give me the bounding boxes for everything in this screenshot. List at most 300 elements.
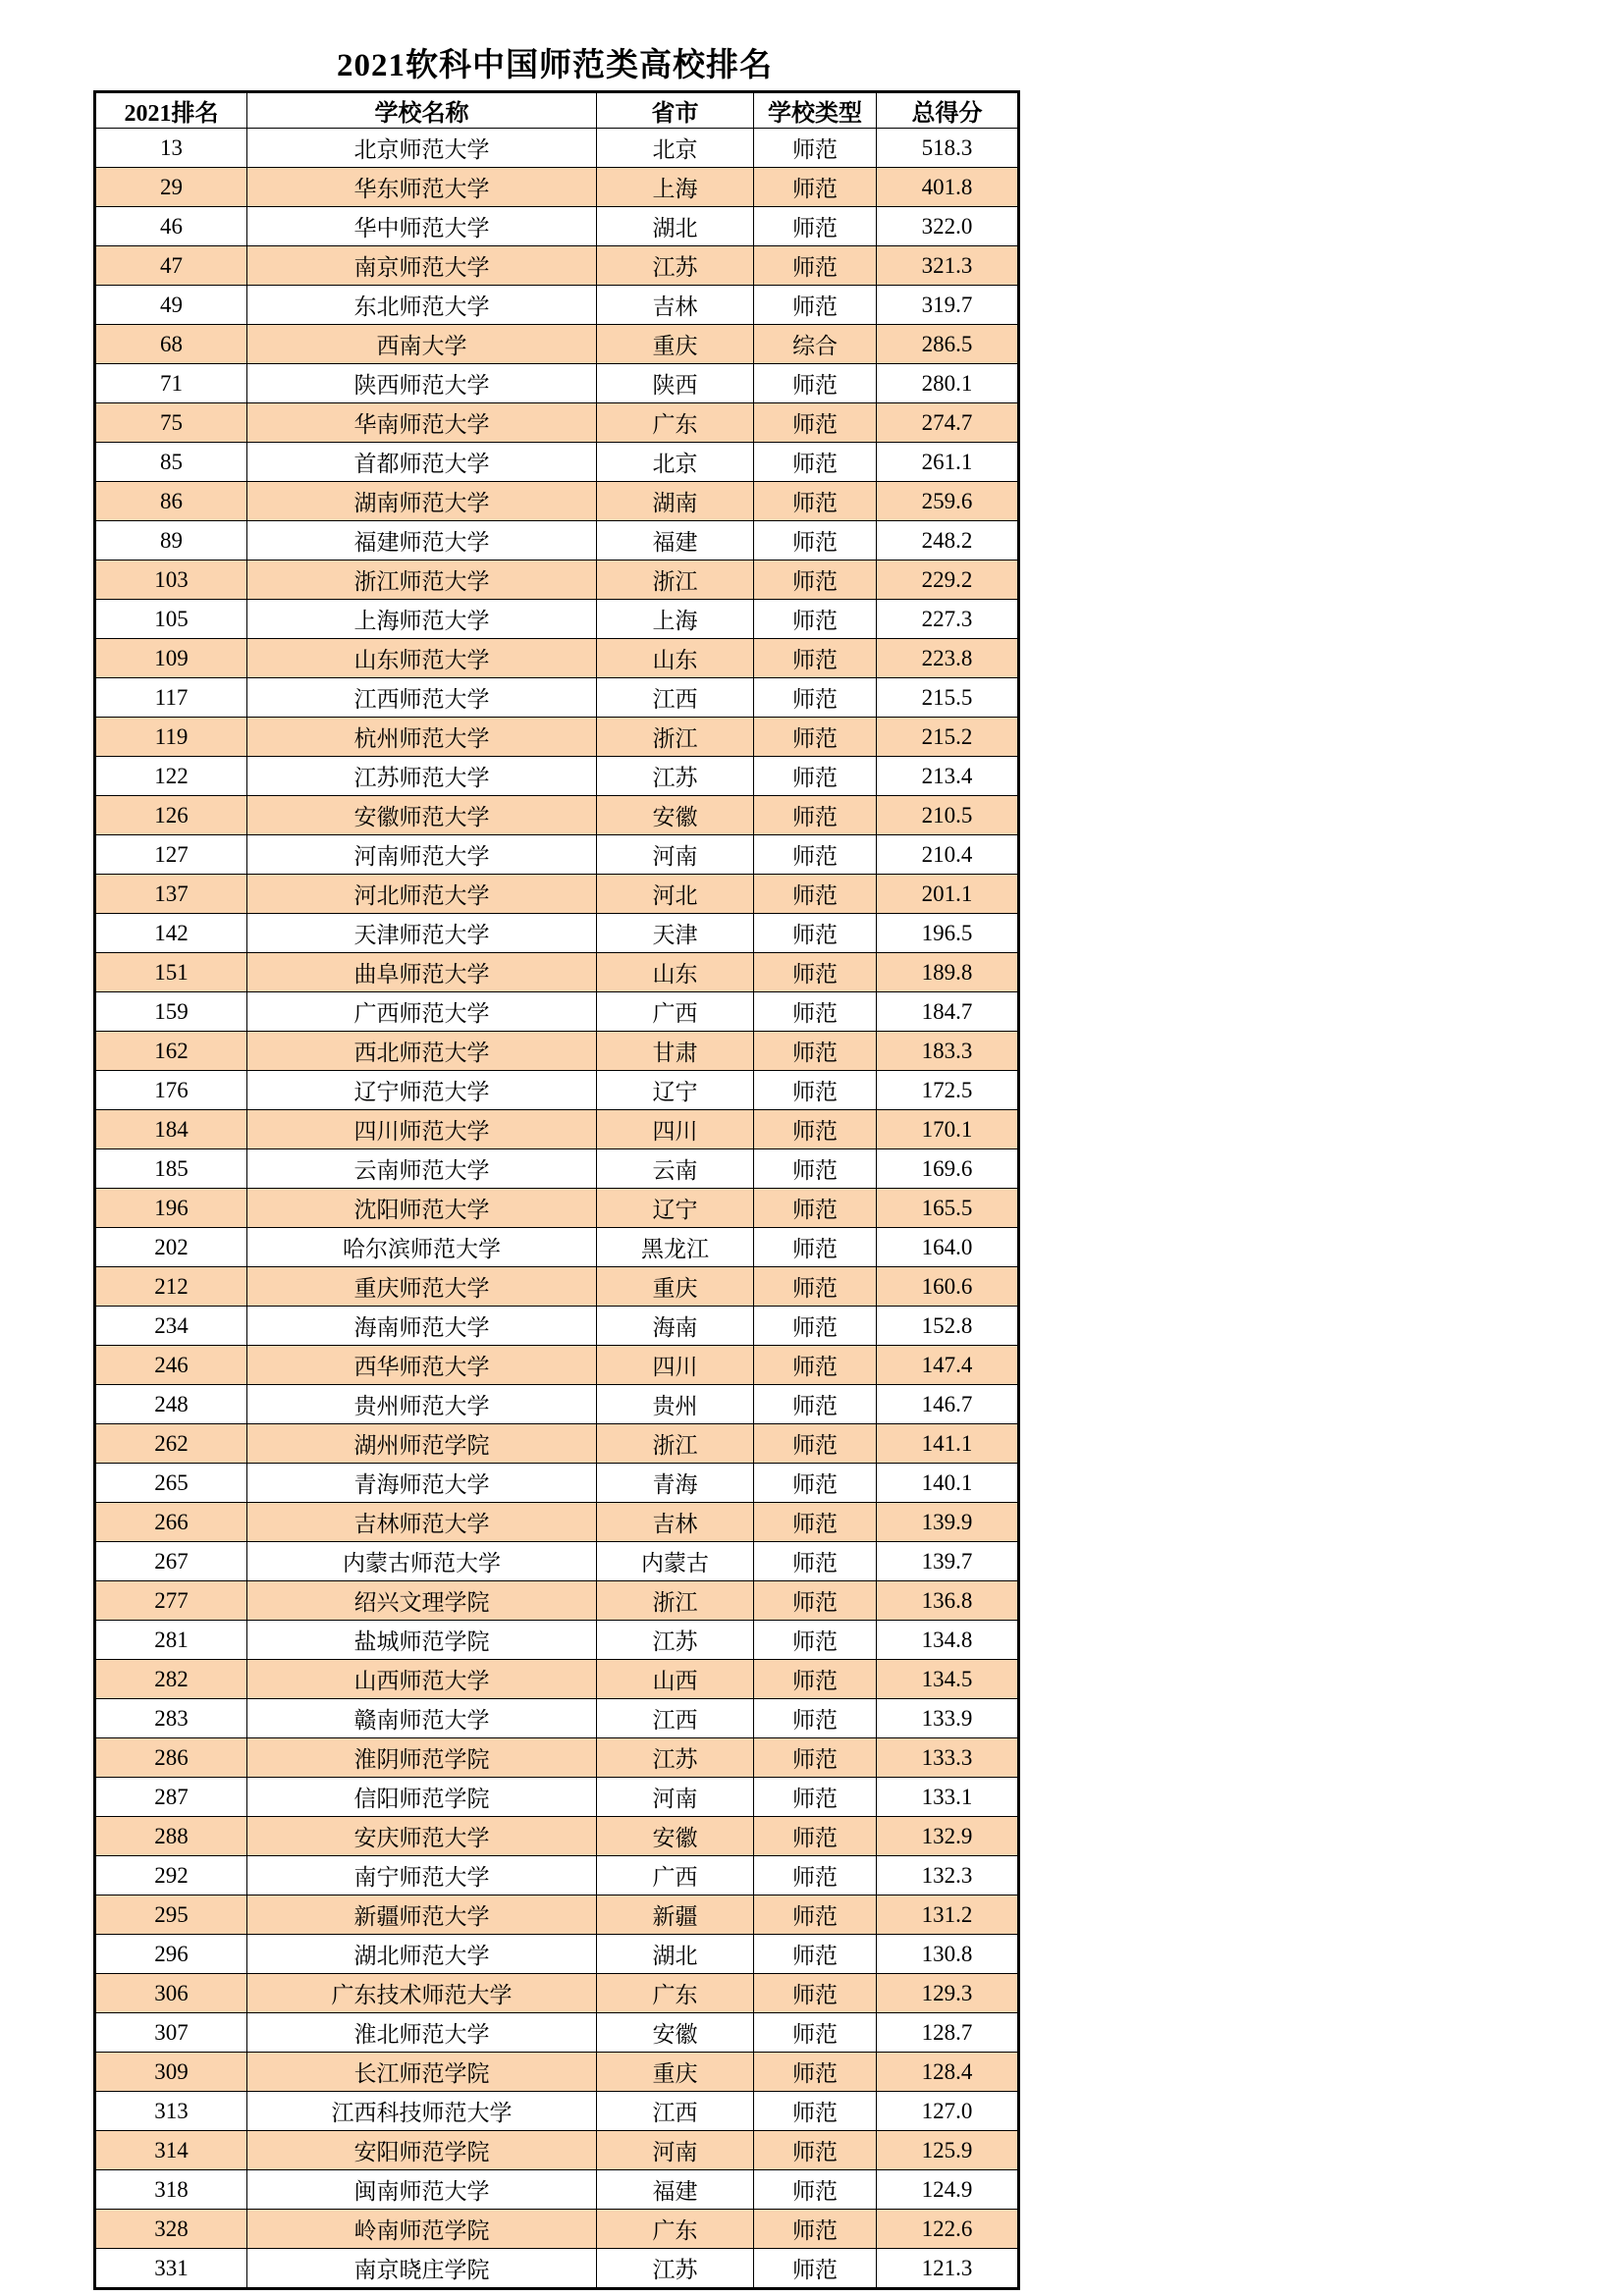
score-cell: 160.6 (877, 1267, 1019, 1307)
rank-cell: 127 (95, 835, 247, 875)
school-name-cell: 贵州师范大学 (247, 1385, 597, 1424)
score-cell: 147.4 (877, 1346, 1019, 1385)
school-type-cell: 师范 (754, 2131, 877, 2170)
header-cell: 学校名称 (247, 92, 597, 129)
province-cell: 江苏 (597, 246, 754, 286)
score-cell: 322.0 (877, 207, 1019, 246)
score-cell: 215.2 (877, 718, 1019, 757)
table-row (95, 914, 1019, 953)
table-row (95, 1935, 1019, 1974)
school-type-cell: 师范 (754, 1778, 877, 1817)
province-cell: 湖北 (597, 1935, 754, 1974)
school-name-cell: 绍兴文理学院 (247, 1581, 597, 1621)
school-name-cell: 浙江师范大学 (247, 561, 597, 600)
table-row (95, 1699, 1019, 1738)
province-cell: 甘肃 (597, 1032, 754, 1071)
school-name-cell: 闽南师范大学 (247, 2170, 597, 2210)
score-cell: 139.9 (877, 1503, 1019, 1542)
rank-cell: 288 (95, 1817, 247, 1856)
school-name-cell: 西南大学 (247, 325, 597, 364)
school-type-cell: 师范 (754, 757, 877, 796)
province-cell: 浙江 (597, 1581, 754, 1621)
table-row (95, 561, 1019, 600)
score-cell: 136.8 (877, 1581, 1019, 1621)
rank-cell: 281 (95, 1621, 247, 1660)
score-cell: 286.5 (877, 325, 1019, 364)
score-cell: 169.6 (877, 1149, 1019, 1189)
school-type-cell: 师范 (754, 1817, 877, 1856)
table-row (95, 129, 1019, 168)
score-cell: 172.5 (877, 1071, 1019, 1110)
table-row (95, 639, 1019, 678)
province-cell: 重庆 (597, 325, 754, 364)
school-type-cell: 师范 (754, 2249, 877, 2289)
table-row (95, 1974, 1019, 2013)
rank-cell: 306 (95, 1974, 247, 2013)
school-type-cell: 师范 (754, 1464, 877, 1503)
table-row (95, 757, 1019, 796)
school-name-cell: 首都师范大学 (247, 443, 597, 482)
school-type-cell: 师范 (754, 1699, 877, 1738)
rank-cell: 185 (95, 1149, 247, 1189)
school-name-cell: 河南师范大学 (247, 835, 597, 875)
school-name-cell: 吉林师范大学 (247, 1503, 597, 1542)
score-cell: 140.1 (877, 1464, 1019, 1503)
table-row (95, 1542, 1019, 1581)
score-cell: 128.4 (877, 2053, 1019, 2092)
rank-cell: 212 (95, 1267, 247, 1307)
school-name-cell: 沈阳师范大学 (247, 1189, 597, 1228)
province-cell: 上海 (597, 168, 754, 207)
score-cell: 321.3 (877, 246, 1019, 286)
school-type-cell: 师范 (754, 207, 877, 246)
rank-cell: 267 (95, 1542, 247, 1581)
province-cell: 河南 (597, 835, 754, 875)
rank-cell: 137 (95, 875, 247, 914)
school-type-cell: 师范 (754, 1149, 877, 1189)
school-name-cell: 南京晓庄学院 (247, 2249, 597, 2289)
table-row (95, 1738, 1019, 1778)
province-cell: 内蒙古 (597, 1542, 754, 1581)
rank-cell: 286 (95, 1738, 247, 1778)
rank-cell: 313 (95, 2092, 247, 2131)
province-cell: 浙江 (597, 718, 754, 757)
province-cell: 北京 (597, 129, 754, 168)
score-cell: 280.1 (877, 364, 1019, 403)
table-row (95, 1817, 1019, 1856)
score-cell: 134.8 (877, 1621, 1019, 1660)
school-name-cell: 湖州师范学院 (247, 1424, 597, 1464)
school-type-cell: 师范 (754, 639, 877, 678)
table-row (95, 600, 1019, 639)
rank-cell: 46 (95, 207, 247, 246)
province-cell: 福建 (597, 521, 754, 561)
province-cell: 浙江 (597, 1424, 754, 1464)
score-cell: 133.1 (877, 1778, 1019, 1817)
school-type-cell: 师范 (754, 1228, 877, 1267)
school-name-cell: 海南师范大学 (247, 1307, 597, 1346)
school-name-cell: 山西师范大学 (247, 1660, 597, 1699)
school-type-cell: 师范 (754, 2092, 877, 2131)
score-cell: 229.2 (877, 561, 1019, 600)
table-row (95, 1856, 1019, 1896)
province-cell: 贵州 (597, 1385, 754, 1424)
school-name-cell: 南宁师范大学 (247, 1856, 597, 1896)
school-type-cell: 师范 (754, 1189, 877, 1228)
table-row (95, 2092, 1019, 2131)
school-name-cell: 淮阴师范学院 (247, 1738, 597, 1778)
rank-cell: 331 (95, 2249, 247, 2289)
table-row (95, 403, 1019, 443)
score-cell: 261.1 (877, 443, 1019, 482)
rank-cell: 184 (95, 1110, 247, 1149)
table-row (95, 1032, 1019, 1071)
table-row (95, 2170, 1019, 2210)
header-cell: 学校类型 (754, 92, 877, 129)
rank-cell: 328 (95, 2210, 247, 2249)
table-row (95, 1503, 1019, 1542)
score-cell: 170.1 (877, 1110, 1019, 1149)
rank-cell: 119 (95, 718, 247, 757)
score-cell: 196.5 (877, 914, 1019, 953)
table-row (95, 325, 1019, 364)
score-cell: 210.4 (877, 835, 1019, 875)
rank-cell: 105 (95, 600, 247, 639)
province-cell: 河南 (597, 1778, 754, 1817)
school-type-cell: 师范 (754, 600, 877, 639)
school-type-cell: 师范 (754, 2170, 877, 2210)
province-cell: 江苏 (597, 757, 754, 796)
school-name-cell: 东北师范大学 (247, 286, 597, 325)
rank-cell: 126 (95, 796, 247, 835)
school-name-cell: 江西师范大学 (247, 678, 597, 718)
score-cell: 248.2 (877, 521, 1019, 561)
rank-cell: 277 (95, 1581, 247, 1621)
table-row (95, 718, 1019, 757)
province-cell: 江西 (597, 2092, 754, 2131)
table-row (95, 443, 1019, 482)
school-type-cell: 师范 (754, 2013, 877, 2053)
score-cell: 152.8 (877, 1307, 1019, 1346)
school-type-cell: 师范 (754, 1346, 877, 1385)
rank-cell: 296 (95, 1935, 247, 1974)
province-cell: 上海 (597, 600, 754, 639)
school-type-cell: 师范 (754, 1896, 877, 1935)
school-type-cell: 师范 (754, 1307, 877, 1346)
province-cell: 四川 (597, 1346, 754, 1385)
table-row (95, 835, 1019, 875)
table-row (95, 1071, 1019, 1110)
school-type-cell: 师范 (754, 875, 877, 914)
score-cell: 124.9 (877, 2170, 1019, 2210)
school-name-cell: 新疆师范大学 (247, 1896, 597, 1935)
rank-cell: 234 (95, 1307, 247, 1346)
score-cell: 121.3 (877, 2249, 1019, 2289)
table-row (95, 482, 1019, 521)
school-type-cell: 师范 (754, 521, 877, 561)
school-name-cell: 安庆师范大学 (247, 1817, 597, 1856)
rank-cell: 248 (95, 1385, 247, 1424)
rank-cell: 89 (95, 521, 247, 561)
rank-cell: 49 (95, 286, 247, 325)
rank-cell: 202 (95, 1228, 247, 1267)
header-cell: 省市 (597, 92, 754, 129)
province-cell: 河北 (597, 875, 754, 914)
table-row (95, 364, 1019, 403)
rank-cell: 103 (95, 561, 247, 600)
school-name-cell: 杭州师范大学 (247, 718, 597, 757)
school-type-cell: 师范 (754, 246, 877, 286)
rank-cell: 196 (95, 1189, 247, 1228)
rank-cell: 71 (95, 364, 247, 403)
table-row (95, 953, 1019, 992)
school-type-cell: 师范 (754, 1738, 877, 1778)
score-cell: 164.0 (877, 1228, 1019, 1267)
school-type-cell: 师范 (754, 1424, 877, 1464)
rank-cell: 117 (95, 678, 247, 718)
school-type-cell: 师范 (754, 1071, 877, 1110)
province-cell: 云南 (597, 1149, 754, 1189)
table-row (95, 1189, 1019, 1228)
score-cell: 122.6 (877, 2210, 1019, 2249)
province-cell: 山西 (597, 1660, 754, 1699)
table-row (95, 2210, 1019, 2249)
score-cell: 139.7 (877, 1542, 1019, 1581)
score-cell: 184.7 (877, 992, 1019, 1032)
score-cell: 133.3 (877, 1738, 1019, 1778)
score-cell: 129.3 (877, 1974, 1019, 2013)
rank-cell: 292 (95, 1856, 247, 1896)
ranking-table (93, 90, 1020, 2290)
school-type-cell: 师范 (754, 2210, 877, 2249)
school-name-cell: 华中师范大学 (247, 207, 597, 246)
table-body (95, 129, 1019, 2289)
rank-cell: 85 (95, 443, 247, 482)
school-name-cell: 福建师范大学 (247, 521, 597, 561)
score-cell: 128.7 (877, 2013, 1019, 2053)
rank-cell: 283 (95, 1699, 247, 1738)
school-type-cell: 师范 (754, 403, 877, 443)
score-cell: 183.3 (877, 1032, 1019, 1071)
table-row (95, 1346, 1019, 1385)
school-name-cell: 西华师范大学 (247, 1346, 597, 1385)
rank-cell: 318 (95, 2170, 247, 2210)
school-type-cell: 师范 (754, 443, 877, 482)
table-row (95, 1110, 1019, 1149)
province-cell: 安徽 (597, 2013, 754, 2053)
school-name-cell: 江苏师范大学 (247, 757, 597, 796)
school-name-cell: 天津师范大学 (247, 914, 597, 953)
school-name-cell: 重庆师范大学 (247, 1267, 597, 1307)
rank-cell: 109 (95, 639, 247, 678)
school-name-cell: 湖南师范大学 (247, 482, 597, 521)
score-cell: 133.9 (877, 1699, 1019, 1738)
header-cell: 2021排名 (95, 92, 247, 129)
province-cell: 四川 (597, 1110, 754, 1149)
province-cell: 浙江 (597, 561, 754, 600)
school-type-cell: 综合 (754, 325, 877, 364)
school-type-cell: 师范 (754, 718, 877, 757)
rank-cell: 86 (95, 482, 247, 521)
score-cell: 189.8 (877, 953, 1019, 992)
score-cell: 132.3 (877, 1856, 1019, 1896)
school-type-cell: 师范 (754, 168, 877, 207)
score-cell: 227.3 (877, 600, 1019, 639)
table-row (95, 1778, 1019, 1817)
score-cell: 319.7 (877, 286, 1019, 325)
score-cell: 134.5 (877, 1660, 1019, 1699)
school-type-cell: 师范 (754, 1032, 877, 1071)
school-type-cell: 师范 (754, 364, 877, 403)
table-row (95, 1385, 1019, 1424)
table-row (95, 286, 1019, 325)
score-cell: 215.5 (877, 678, 1019, 718)
school-type-cell: 师范 (754, 1542, 877, 1581)
score-cell: 401.8 (877, 168, 1019, 207)
score-cell: 141.1 (877, 1424, 1019, 1464)
table-row (95, 875, 1019, 914)
table-row (95, 678, 1019, 718)
province-cell: 陕西 (597, 364, 754, 403)
table-row (95, 2249, 1019, 2289)
school-type-cell: 师范 (754, 1581, 877, 1621)
school-name-cell: 内蒙古师范大学 (247, 1542, 597, 1581)
school-name-cell: 信阳师范学院 (247, 1778, 597, 1817)
table-row (95, 1228, 1019, 1267)
school-name-cell: 安阳师范学院 (247, 2131, 597, 2170)
school-type-cell: 师范 (754, 129, 877, 168)
rank-cell: 307 (95, 2013, 247, 2053)
table-row (95, 1307, 1019, 1346)
school-name-cell: 江西科技师范大学 (247, 2092, 597, 2131)
province-cell: 江苏 (597, 2249, 754, 2289)
school-type-cell: 师范 (754, 953, 877, 992)
province-cell: 湖南 (597, 482, 754, 521)
school-name-cell: 青海师范大学 (247, 1464, 597, 1503)
province-cell: 广东 (597, 2210, 754, 2249)
table-row (95, 1424, 1019, 1464)
header-row (95, 92, 1019, 129)
score-cell: 131.2 (877, 1896, 1019, 1935)
school-type-cell: 师范 (754, 992, 877, 1032)
school-type-cell: 师范 (754, 1267, 877, 1307)
table-row (95, 1267, 1019, 1307)
school-type-cell: 师范 (754, 561, 877, 600)
page-title: 2021软科中国师范类高校排名 (337, 48, 773, 83)
province-cell: 天津 (597, 914, 754, 953)
province-cell: 湖北 (597, 207, 754, 246)
province-cell: 吉林 (597, 1503, 754, 1542)
province-cell: 辽宁 (597, 1189, 754, 1228)
province-cell: 海南 (597, 1307, 754, 1346)
score-cell: 223.8 (877, 639, 1019, 678)
province-cell: 黑龙江 (597, 1228, 754, 1267)
school-name-cell: 河北师范大学 (247, 875, 597, 914)
score-cell: 165.5 (877, 1189, 1019, 1228)
province-cell: 江西 (597, 1699, 754, 1738)
school-name-cell: 曲阜师范大学 (247, 953, 597, 992)
school-type-cell: 师范 (754, 1621, 877, 1660)
school-name-cell: 长江师范学院 (247, 2053, 597, 2092)
table-row (95, 207, 1019, 246)
rank-cell: 29 (95, 168, 247, 207)
table-header (95, 92, 1019, 129)
header-cell: 总得分 (877, 92, 1019, 129)
school-type-cell: 师范 (754, 678, 877, 718)
rank-cell: 151 (95, 953, 247, 992)
rank-cell: 68 (95, 325, 247, 364)
school-name-cell: 盐城师范学院 (247, 1621, 597, 1660)
school-type-cell: 师范 (754, 835, 877, 875)
province-cell: 广西 (597, 1856, 754, 1896)
score-cell: 132.9 (877, 1817, 1019, 1856)
rank-cell: 75 (95, 403, 247, 443)
school-type-cell: 师范 (754, 1974, 877, 2013)
table-row (95, 1581, 1019, 1621)
school-name-cell: 南京师范大学 (247, 246, 597, 286)
rank-cell: 309 (95, 2053, 247, 2092)
province-cell: 广西 (597, 992, 754, 1032)
rank-cell: 162 (95, 1032, 247, 1071)
school-name-cell: 广东技术师范大学 (247, 1974, 597, 2013)
school-name-cell: 岭南师范学院 (247, 2210, 597, 2249)
province-cell: 重庆 (597, 1267, 754, 1307)
province-cell: 吉林 (597, 286, 754, 325)
table-row (95, 796, 1019, 835)
school-type-cell: 师范 (754, 482, 877, 521)
school-name-cell: 华东师范大学 (247, 168, 597, 207)
rank-cell: 142 (95, 914, 247, 953)
school-name-cell: 淮北师范大学 (247, 2013, 597, 2053)
score-cell: 213.4 (877, 757, 1019, 796)
province-cell: 广东 (597, 403, 754, 443)
school-type-cell: 师范 (754, 1110, 877, 1149)
province-cell: 辽宁 (597, 1071, 754, 1110)
table-row (95, 2131, 1019, 2170)
table-row (95, 2053, 1019, 2092)
school-type-cell: 师范 (754, 1935, 877, 1974)
table-row (95, 2013, 1019, 2053)
table-row (95, 1464, 1019, 1503)
school-name-cell: 云南师范大学 (247, 1149, 597, 1189)
province-cell: 广东 (597, 1974, 754, 2013)
score-cell: 274.7 (877, 403, 1019, 443)
province-cell: 安徽 (597, 1817, 754, 1856)
score-cell: 518.3 (877, 129, 1019, 168)
school-name-cell: 广西师范大学 (247, 992, 597, 1032)
school-name-cell: 安徽师范大学 (247, 796, 597, 835)
school-name-cell: 辽宁师范大学 (247, 1071, 597, 1110)
rank-cell: 47 (95, 246, 247, 286)
school-type-cell: 师范 (754, 796, 877, 835)
school-type-cell: 师范 (754, 1660, 877, 1699)
table-row (95, 1621, 1019, 1660)
rank-cell: 287 (95, 1778, 247, 1817)
rank-cell: 262 (95, 1424, 247, 1464)
province-cell: 青海 (597, 1464, 754, 1503)
rank-cell: 266 (95, 1503, 247, 1542)
rank-cell: 282 (95, 1660, 247, 1699)
rank-cell: 122 (95, 757, 247, 796)
school-name-cell: 四川师范大学 (247, 1110, 597, 1149)
table-row (95, 168, 1019, 207)
table-row (95, 521, 1019, 561)
province-cell: 江苏 (597, 1621, 754, 1660)
rank-cell: 295 (95, 1896, 247, 1935)
school-type-cell: 师范 (754, 1503, 877, 1542)
school-name-cell: 赣南师范大学 (247, 1699, 597, 1738)
table-row (95, 1896, 1019, 1935)
